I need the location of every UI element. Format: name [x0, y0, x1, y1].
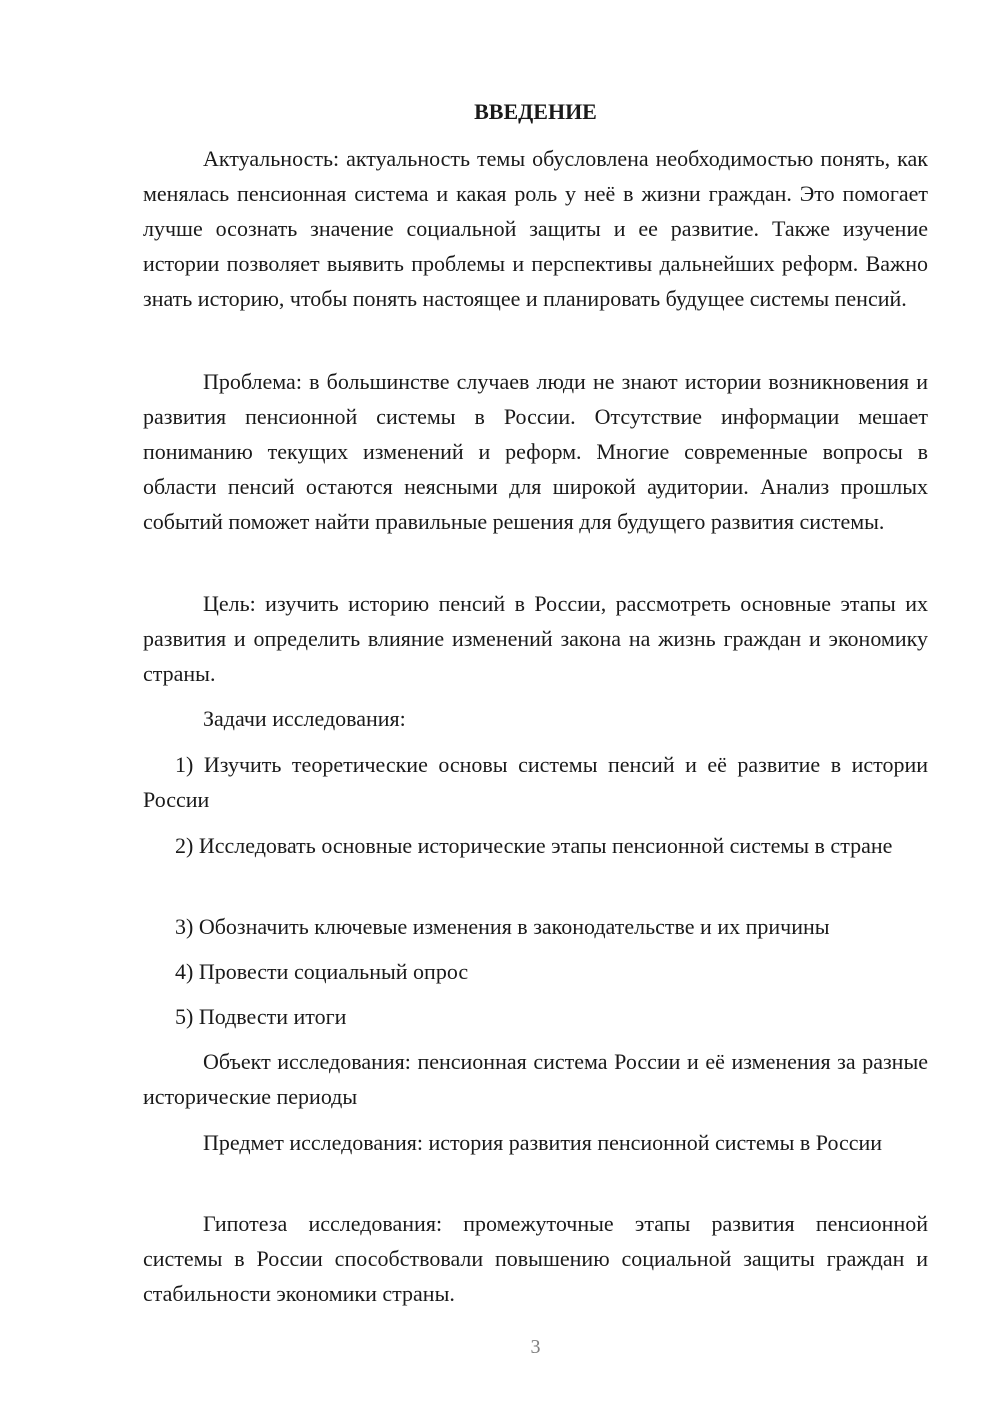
task-item-2: 2) Исследовать основные исторические этапы пенсионной системы в стране [175, 833, 893, 858]
task-item-1: 1) Изучить теоретические основы системы пенсий и её развитие в истории России [143, 752, 928, 812]
relevance-paragraph: Актуальность: актуальность темы обусловлена необходимостью понять, как менялась пенсионная система и какая роль у неё в жизни граждан. Это помогает лучше осознать значение социальной защиты и ее развитие. Также изучение истории позволяет выявить проблемы и перспективы дальнейших реформ. Важно знать историю, чтобы понять настоящее и планировать будущее системы пенсий. [143, 146, 928, 311]
hypothesis-paragraph: Гипотеза исследования: промежуточные этапы развития пенсионной системы в России способствовали повышению социальной защиты граждан и стабильности экономики страны. [143, 1211, 928, 1306]
goal-paragraph: Цель: изучить историю пенсий в России, рассмотреть основные этапы их развития и определить влияние изменений закона на жизнь граждан и экономику страны. [143, 591, 928, 686]
subject-paragraph: Предмет исследования: история развития пенсионной системы в России [203, 1130, 883, 1155]
section-heading: ВВЕДЕНИЕ [474, 99, 597, 124]
page-number: 3 [530, 1336, 541, 1358]
task-item-3: 3) Обозначить ключевые изменения в законодательстве и их причины [175, 914, 830, 939]
problem-paragraph: Проблема: в большинстве случаев люди не знают истории возникновения и развития пенсионной системы в России. Отсутствие информации мешает пониманию текущих изменений и реформ. Многие современные вопросы в области пенсий остаются неясными для широкой аудитории. Анализ прошлых событий поможет найти правильные решения для будущего развития системы. [143, 369, 928, 534]
tasks-title: Задачи исследования: [203, 706, 406, 731]
task-item-4: 4) Провести социальный опрос [175, 959, 469, 984]
object-paragraph: Объект исследования: пенсионная система России и её изменения за разные исторические периоды [143, 1049, 928, 1109]
task-item-5: 5) Подвести итоги [175, 1004, 347, 1029]
